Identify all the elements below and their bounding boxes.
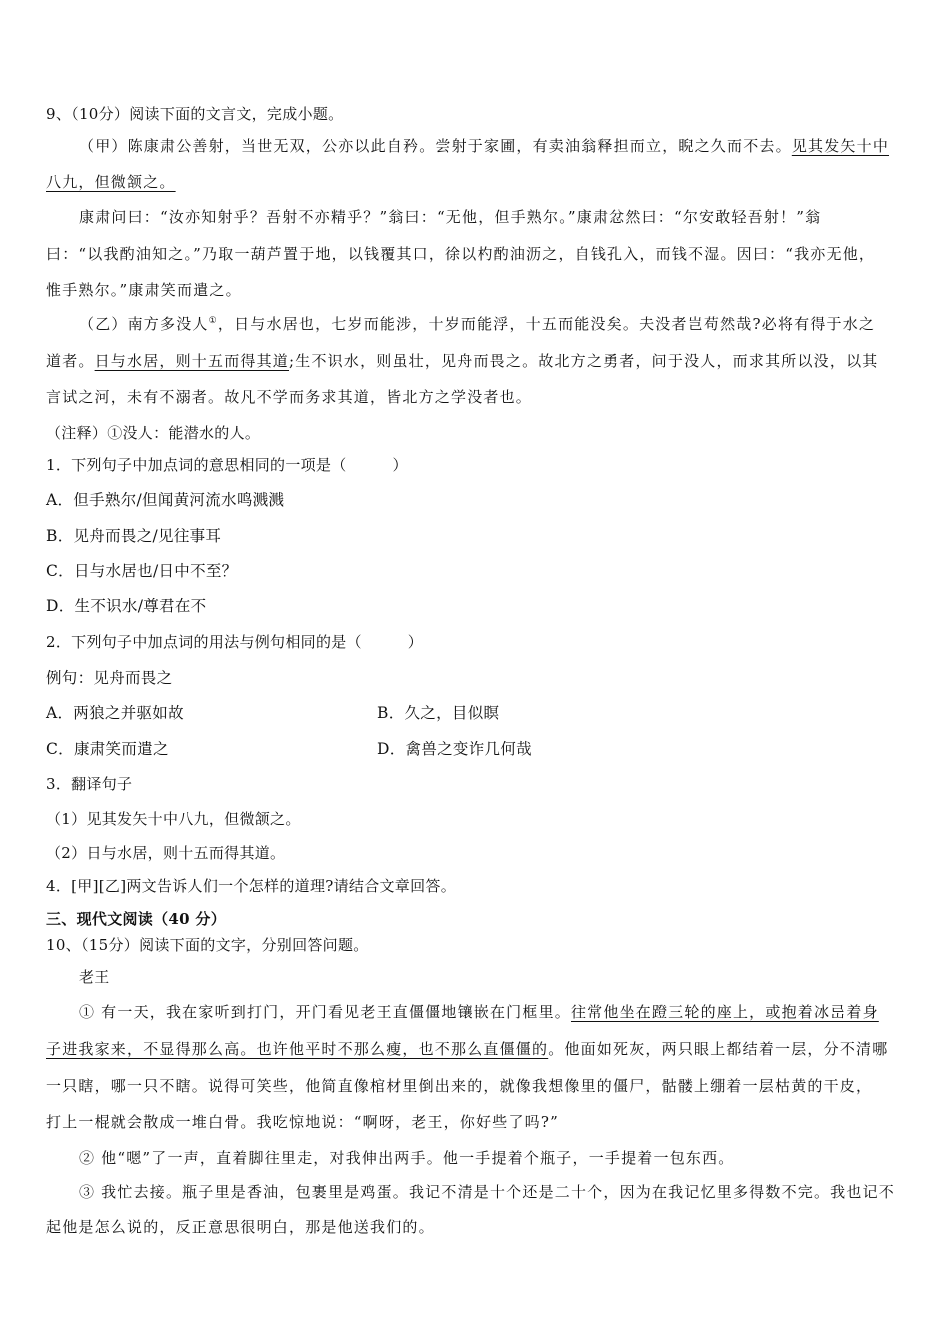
- sub3-item-1: （1）见其发矢十中八九，但微颔之。: [46, 810, 301, 828]
- yi-paragraph-line-3: 言试之河，未有不溺者。故凡不学而务求其道，皆北方之学没者也。: [46, 388, 533, 406]
- p1-line-2: [46, 1039, 888, 1059]
- p1-text-cont: 。他面如死灰，两只眼上都结着一层，分不清哪: [548, 1040, 889, 1058]
- yi-text: 道者。: [46, 352, 95, 370]
- p1-underlined-sentence-end: 子进我家来，不显得那么高。也许他平时不那么瘦，也不那么直僵僵的: [46, 1040, 549, 1058]
- p1-underlined-sentence: 往常他坐在蹬三轮的座上，或抱着冰㞯着身: [570, 1003, 879, 1021]
- yi-paragraph-line-2: [46, 351, 878, 371]
- sub2-option-b: B．久之，目似瞑: [377, 704, 500, 722]
- jia-underlined-sentence: 见其发矢十中: [791, 137, 890, 155]
- jia-paragraph-line-2: [46, 172, 176, 192]
- article-title: 老王: [79, 968, 110, 986]
- p1-line-4: 打上一棍就会散成一堆白骨。我吃惊地说：“啊呀，老王，你好些了吗?”: [46, 1113, 559, 1131]
- yi-text: （乙）南方多没人: [79, 315, 209, 333]
- p1-line-3: 一只瞎，哪一只不瞎。说得可笑些，他简直像棺材里倒出来的，就像我想像里的僵尸，骷髅上绷着一层枯黄的干皮，: [46, 1077, 873, 1095]
- jia-dialogue-line-2: 曰：“以我酌油知之。”乃取一葫芦置于地，以钱覆其口，徐以杓酌油沥之，自钱孔入，而钱不湿。因曰：“我亦无他，: [46, 245, 876, 263]
- sub2-option-d: D．禽兽之变诈几何哉: [377, 740, 532, 758]
- yi-underlined-sentence: 日与水居，则十五而得其道: [94, 352, 290, 370]
- sub1-option-b: B．见舟而畏之/见往事耳: [46, 527, 222, 545]
- jia-dialogue-line-3: 惟手熟尔。”康肃笑而遣之。: [46, 281, 242, 299]
- jia-text: （甲）陈康肃公善射，当世无双，公亦以此自矜。尝射于家圃，有卖油翁释担而立，睨之久而不去。: [79, 137, 792, 155]
- p2-line-1: ② 他“嗯”了一声，直着脚往里走，对我伸出两手。他一手提着个瓶子，一手提着一包东西。: [79, 1149, 735, 1167]
- yi-text-cont: ;生不识水，则虽壮，见舟而畏之。故北方之勇者，问于没人，而求其所以没，以其: [289, 352, 879, 370]
- jia-underlined-sentence-end: 八九，但微颔之。: [46, 173, 176, 191]
- jia-paragraph-line-1: [79, 136, 889, 156]
- sub2-question: 2．下列句子中加点词的用法与例句相同的是（ ）: [46, 633, 424, 651]
- sub2-example: 例句：见舟而畏之: [46, 669, 173, 687]
- sub1-option-c: C．日与水居也/日中不至？: [46, 562, 238, 580]
- p1-line-1: [79, 1002, 879, 1022]
- p3-line-2: 起他是怎么说的，反正意思很明白，那是他送我们的。: [46, 1218, 435, 1236]
- annotation-note: （注释）①没人：能潜水的人。: [46, 424, 261, 442]
- sub2-option-a: A．两狼之并驱如故: [46, 704, 184, 722]
- sub1-option-a: A．但手熟尔/但闻黄河流水鸣溅溅: [46, 491, 285, 509]
- sub3-item-2: （2）日与水居，则十五而得其道。: [46, 844, 286, 862]
- sub3-question: 3．翻译句子: [46, 775, 133, 793]
- yi-paragraph-line-1: [79, 314, 875, 334]
- p1-text: ① 有一天，我在家听到打门，开门看见老王直僵僵地镶嵌在门框里。: [79, 1003, 571, 1021]
- sub2-option-c: C．康肃笑而遣之: [46, 740, 169, 758]
- q10-header: 10、（15分）阅读下面的文字，分别回答问题。: [46, 936, 369, 954]
- q9-header: 9、（10分）阅读下面的文言文，完成小题。: [46, 105, 344, 123]
- p3-line-1: ③ 我忙去接。瓶子里是香油，包裹里是鸡蛋。我记不清是十个还是二十个，因为在我记忆里多得数不完。我也记不: [79, 1183, 895, 1201]
- jia-dialogue-line-1: 康肃问曰：“汝亦知射乎？吾射不亦精乎？”翁曰：“无他，但手熟尔。”康肃忿然曰：“尔安敢轻吾射！”翁: [79, 208, 822, 226]
- section-title: 三、现代文阅读（40 分）: [46, 910, 226, 928]
- sub1-question: 1．下列句子中加点词的意思相同的一项是（ ）: [46, 456, 408, 474]
- footnote-marker: ①: [208, 316, 218, 326]
- sub1-option-d: D．生不识水/尊君在不: [46, 597, 207, 615]
- sub4-question: 4．[甲][乙]两文告诉人们一个怎样的道理?请结合文章回答。: [46, 877, 456, 895]
- yi-text-cont: ，日与水居也，七岁而能涉，十岁而能浮，十五而能没矣。夫没者岂苟然哉?必将有得于水之: [217, 315, 876, 333]
